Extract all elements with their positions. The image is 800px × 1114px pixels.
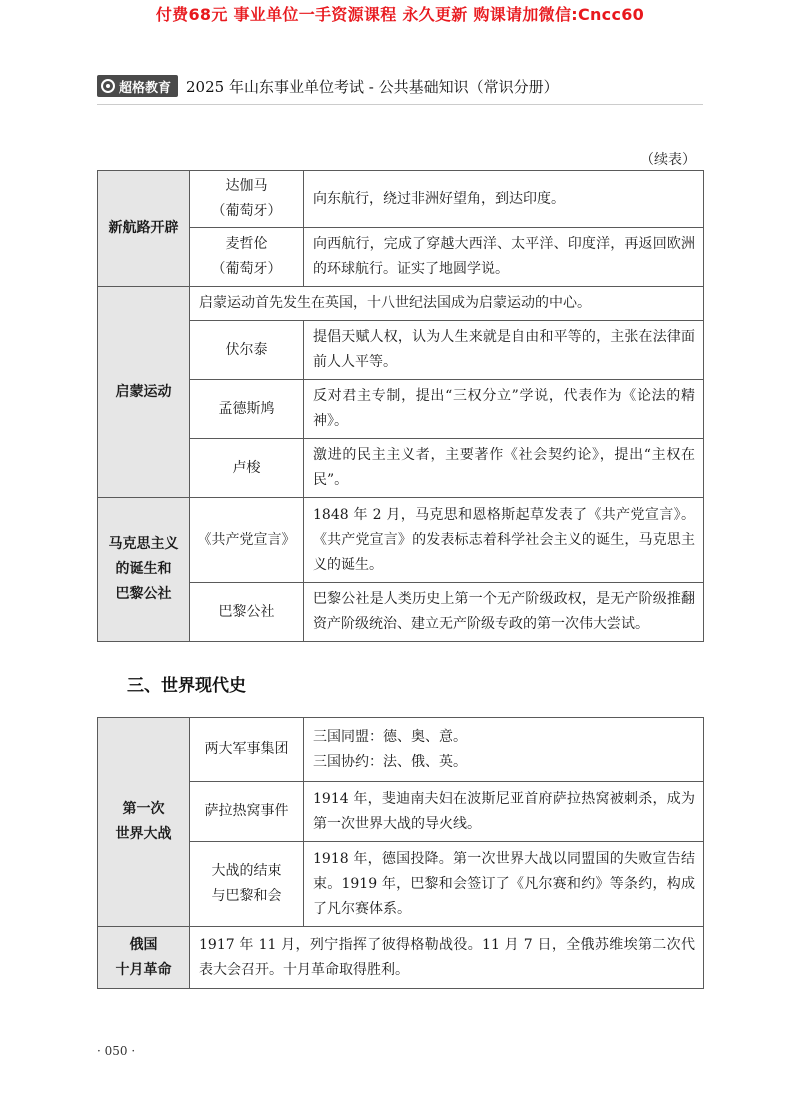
table-row (98, 927, 704, 989)
section-heading: 三、世界现代史 (127, 676, 246, 696)
intro-cell: 启蒙运动首先发生在英国，十八世纪法国成为启蒙运动的中心。 (190, 287, 704, 321)
category-cell (98, 927, 190, 989)
description-cell: 提倡天赋人权，认为人生来就是自由和平等的，主张在法律面前人人平等。 (304, 321, 704, 380)
continued-label: （续表） (640, 152, 696, 168)
subtopic-cell: 《共产党宣言》 (190, 498, 304, 583)
description-cell: 巴黎公社是人类历史上第一个无产阶级政权，是无产阶级推翻资产阶级统治、建立无产阶级专政的第一次伟大尝试。 (304, 583, 704, 642)
description-cell: 1917 年 11 月，列宁指挥了彼得格勒战役。11 月 7 日，全俄苏维埃第二次代表大会召开。十月革命取得胜利。 (190, 927, 704, 989)
subtopic-cell: 卢梭 (190, 439, 304, 498)
description-cell: 激进的民主主义者，主要著作《社会契约论》，提出“主权在民”。 (304, 439, 704, 498)
description-cell: 向西航行，完成了穿越大西洋、太平洋、印度洋，再返回欧洲的环球航行。证实了地圆学说。 (304, 228, 704, 287)
description-cell: 1848 年 2 月，马克思和恩格斯起草发表了《共产党宣言》。《共产党宣言》的发表标志着科学社会主义的诞生，马克思主义的诞生。 (304, 498, 704, 583)
category-cell (98, 287, 190, 498)
category-label: 启蒙运动 (115, 383, 172, 400)
subtopic-cell (190, 171, 304, 228)
category-line: 第一次 (122, 801, 165, 817)
subtopic-line: （葡萄牙） (211, 203, 282, 219)
description-cell: 1914 年，斐迪南夫妇在波斯尼亚首府萨拉热窝被刺杀，成为第一次世界大战的导火线。 (304, 782, 704, 842)
header-divider (97, 104, 703, 105)
description-line: 三国协约：法、俄、英。 (313, 753, 467, 770)
header-title: 2025 年山东事业单位考试 - 公共基础知识（常识分册） (186, 77, 559, 96)
subtopic-cell: 巴黎公社 (190, 583, 304, 642)
description-line: 三国同盟：德、奥、意。 (313, 728, 467, 745)
category-cell (98, 171, 190, 287)
logo-icon (101, 79, 115, 93)
category-label: 新航路开辟 (108, 220, 179, 236)
category-line: 巴黎公社 (115, 586, 172, 602)
category-line: 十月革命 (115, 961, 172, 978)
description-cell: 向东航行，绕过非洲好望角，到达印度。 (304, 171, 704, 228)
table-row (98, 287, 704, 321)
subtopic-cell: 萨拉热窝事件 (190, 782, 304, 842)
page-number: · 050 · (97, 1044, 136, 1058)
category-line: 世界大战 (115, 826, 172, 842)
history-table-2 (97, 717, 704, 989)
subtopic-line: 与巴黎和会 (211, 888, 282, 904)
subtopic-cell: 伏尔泰 (190, 321, 304, 380)
category-cell (98, 498, 190, 642)
table-row (98, 171, 704, 228)
category-line: 马克思主义 (108, 536, 179, 552)
subtopic-cell: 两大军事集团 (190, 718, 304, 782)
watermark-banner: 付费68元 事业单位一手资源课程 永久更新 购课请加微信:Cncc60 (155, 5, 645, 24)
table-row (98, 498, 704, 583)
publisher-logo (97, 75, 178, 97)
logo-text: 超格教育 (119, 80, 172, 96)
table-row (98, 718, 704, 782)
page-header (97, 74, 559, 98)
subtopic-cell (190, 228, 304, 287)
history-table-1 (97, 170, 704, 642)
subtopic-line: 大战的结束 (211, 863, 282, 879)
category-line: 俄国 (129, 936, 158, 953)
description-cell: 1918 年，德国投降。第一次世界大战以同盟国的失败宣告结束。1919 年，巴黎和会签订了《凡尔赛和约》等条约，构成了凡尔赛体系。 (304, 842, 704, 927)
subtopic-cell (190, 842, 304, 927)
subtopic-line: （葡萄牙） (211, 261, 282, 277)
category-cell (98, 718, 190, 927)
subtopic-cell: 孟德斯鸠 (190, 380, 304, 439)
description-cell: 反对君主专制，提出“三权分立”学说，代表作为《论法的精神》。 (304, 380, 704, 439)
subtopic-line: 达伽马 (225, 178, 268, 194)
category-line: 的诞生和 (115, 561, 172, 577)
description-cell (304, 718, 704, 782)
subtopic-line: 麦哲伦 (225, 236, 268, 252)
